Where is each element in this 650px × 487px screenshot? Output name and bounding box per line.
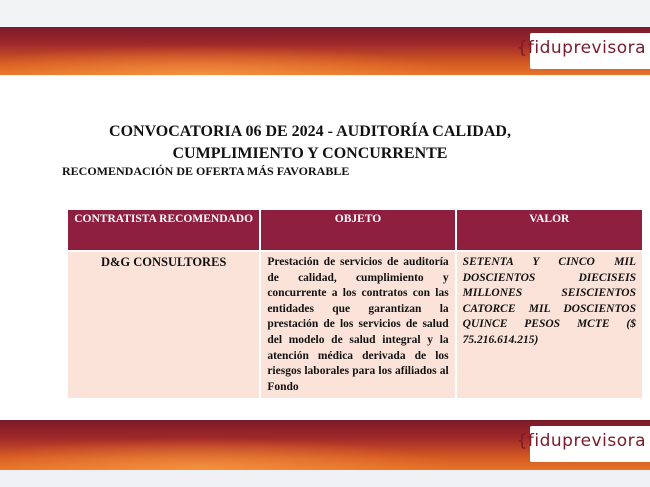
footer-logo: {fiduprevisora [516, 431, 646, 451]
document-page [0, 76, 650, 420]
document-title: CONVOCATORIA 06 DE 2024 - AUDITORÍA CALIDAD, CUMPLIMIENTO Y CONCURRENTE [109, 123, 511, 162]
table-row [68, 252, 642, 398]
header-valor: VALOR [457, 210, 642, 250]
footer-band [0, 420, 650, 470]
footer-decoration [0, 438, 460, 470]
header-logo: {fiduprevisora [516, 38, 646, 58]
table-header-row [68, 210, 642, 250]
header-band [0, 27, 650, 75]
header-contratista: CONTRATISTA RECOMENDADO [68, 210, 259, 250]
cell-objeto: Prestación de servicios de auditoría de calidad, cumplimiento y concurrente a los contratos con las entidades que garantizan la prestación de los servicios de salud del modelo de salud integral y la atención médica derivada de los riesgos laborales para los afiliados al Fondo [261, 252, 454, 398]
cell-valor: SETENTA Y CINCO MIL DOSCIENTOS DIECISEIS MILLONES SEISCIENTOS CATORCE MIL DOSCIENTOS QUINCE PESOS MCTE ($ 75.216.614.215) [457, 252, 642, 398]
header-objeto: OBJETO [261, 210, 454, 250]
header-decoration [0, 45, 460, 75]
cell-contratista: D&G CONSULTORES [68, 252, 259, 398]
bottom-strip [0, 470, 650, 487]
recommendation-table [66, 208, 644, 400]
document-subtitle: RECOMENDACIÓN DE OFERTA MÁS FAVORABLE [62, 164, 350, 178]
top-strip [0, 0, 650, 26]
